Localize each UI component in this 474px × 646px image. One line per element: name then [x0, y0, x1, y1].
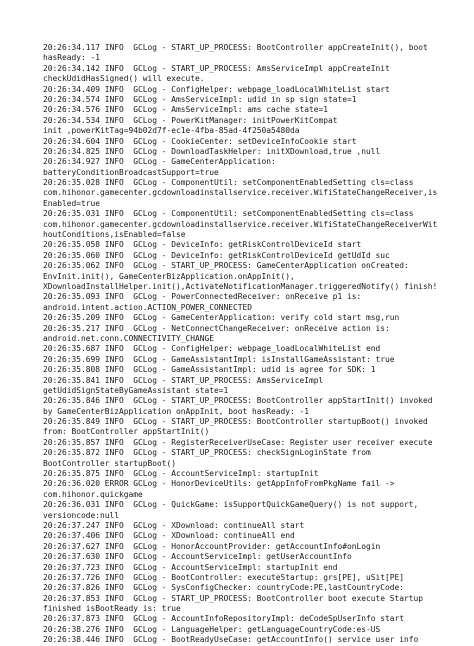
log-line: 20:26:35.209 INFO GCLog - GameCenterApplication: verify cold start msg,run	[43, 313, 400, 323]
log-line: 20:26:34.409 INFO GCLog - ConfigHelper: webpage_loadLocalWhiteList start	[43, 84, 390, 94]
log-line: 20:26:34.574 INFO GCLog - AmsServiceImpl: udid in sp sign state=1	[43, 94, 357, 104]
log-line: BootController startupBoot()	[43, 458, 177, 468]
log-line: 20:26:34.117 INFO GCLog - START_UP_PROCESS: BootController appCreateInit(), boot	[43, 43, 428, 52]
log-line: 20:26:37.247 INFO GCLog - XDownload: continueAll start	[43, 520, 305, 530]
log-line: 20:26:37.873 INFO GCLog - AccountInfoRepositoryImpl: deCodeSpUserInfo start	[43, 614, 405, 624]
log-line: 20:26:35.857 INFO GCLog - RegisterReceiverUseCase: Register user receiver execute	[43, 437, 433, 447]
log-line: 20:26:37.826 INFO GCLog - SysConfigChecker: countryCode:PE,lastCountryCode:	[43, 583, 405, 593]
log-line: from: BootController appStartInit()	[43, 427, 210, 437]
log-line: XDownloadInstallHelper.init(),ActivateNotificationManager.triggeredNotify() finish!	[43, 281, 438, 291]
log-line: hasReady: -1	[43, 53, 101, 63]
log-line: com.hihonor.quickgame	[43, 489, 143, 499]
log-line: 20:26:38.446 INFO GCLog - BootReadyUseCase: getAccountInfo() service user info	[43, 635, 419, 645]
log-line: by GameCenterBizApplication onAppInit, boot hasReady: -1	[43, 406, 310, 416]
log-line: 20:26:36.031 INFO GCLog - QuickGame: isSupportQuickGameQuery() is not support,	[43, 500, 419, 510]
log-line: 20:26:35.849 INFO GCLog - START_UP_PROCESS: BootController startupBoot() invoked	[43, 417, 428, 427]
log-line: houtConditions,isEnabled=false	[43, 230, 186, 240]
log-line: 20:26:35.031 INFO GCLog - ComponentUtil: setComponentEnabledSetting cls=class	[43, 209, 414, 219]
log-line: 20:26:37.853 INFO GCLog - START_UP_PROCESS: BootController boot execute Startup	[43, 593, 424, 603]
log-line: com.hihonor.gamecenter.gcdownloadinstallservice.receiver.WifiStateChangeReceiver,is	[43, 188, 438, 198]
log-line: finished isBootReady is: true	[43, 604, 181, 614]
log-line: 20:26:35.875 INFO GCLog - AccountServiceImpl: startupInit	[43, 469, 319, 479]
log-line: 20:26:35.846 INFO GCLog - START_UP_PROCESS: BootController appStartInit() invoked	[43, 396, 433, 406]
log-line: 20:26:35.060 INFO GCLog - DeviceInfo: getRiskControlDeviceId getUdId suc	[43, 250, 390, 260]
log-line: 20:26:35.028 INFO GCLog - ComponentUtil: setComponentEnabledSetting cls=class	[43, 178, 414, 188]
log-line: 20:26:34.825 INFO GCLog - DownloadTaskHelper: initXDownload,true ,null	[43, 146, 381, 156]
log-line: com.hihonor.gamecenter.gcdownloadinstallservice.receiver.WifiStateChangeReceiverWit	[43, 219, 438, 229]
log-line: 20:26:37.406 INFO GCLog - XDownload: continueAll end	[43, 531, 295, 541]
log-line: getUdidSignStateByGameAssistant state=1	[43, 385, 229, 395]
log-line: 20:26:35.872 INFO GCLog - START_UP_PROCESS: checkSignLoginState from	[43, 448, 371, 458]
log-line: 20:26:37.726 INFO GCLog - BootController: executeStartup: grs[PE], uSit[PE]	[43, 572, 405, 582]
log-line: 20:26:35.841 INFO GCLog - START_UP_PROCESS: AmsServiceImpl	[43, 375, 324, 385]
log-line: batteryConditionBroadcastSupport=true	[43, 167, 219, 177]
log-line: 20:26:35.093 INFO GCLog - PowerConnectedReceiver: onReceive p1 is:	[43, 292, 362, 302]
log-line: 20:26:37.723 INFO GCLog - AccountServiceImpl: startupInit end	[43, 562, 338, 572]
log-line: checkUdidHasSigned() will execute.	[43, 74, 205, 84]
log-line: 20:26:34.142 INFO GCLog - START_UP_PROCESS: AmsServiceImpl appCreateInit	[43, 63, 390, 73]
log-line: 20:26:35.217 INFO GCLog - NetConnectChangeReceiver: onReceive action is:	[43, 323, 390, 333]
log-line: 20:26:34.604 INFO GCLog - CookieCenter: setDeviceInfoCookie start	[43, 136, 357, 146]
log-line: 20:26:37.627 INFO GCLog - HonorAccountProvider: getAccountInfo#onLogin	[43, 541, 381, 551]
log-line: 20:26:34.576 INFO GCLog - AmsServiceImpl: ams cache state=1	[43, 105, 329, 115]
log-line: android.net.conn.CONNECTIVITY_CHANGE	[43, 333, 215, 343]
log-line: Enabled=true	[43, 198, 101, 208]
log-line: 20:26:35.808 INFO GCLog - GameAssistantImpl: udid is agree for SDK: 1	[43, 365, 376, 375]
log-line: 20:26:34.927 INFO GCLog - GameCenterApplication:	[43, 157, 276, 167]
log-output	[43, 43, 438, 646]
log-line: 20:26:35.062 INFO GCLog - START_UP_PROCESS: GameCenterApplication onCreated:	[43, 261, 409, 271]
log-line: EnvInit.init(), GameCenterBizApplication.onAppInit(),	[43, 271, 295, 281]
log-line: versioncode:null	[43, 510, 120, 520]
log-line: 20:26:34.534 INFO GCLog - PowerKitManager: initPowerKitCompat	[43, 115, 338, 125]
log-line: 20:26:35.687 INFO GCLog - ConfigHelper: webpage_loadLocalWhiteList end	[43, 344, 381, 354]
log-line: 20:26:35.699 INFO GCLog - GameAssistantImpl: isInstallGameAssistant: true	[43, 354, 395, 364]
log-line: 20:26:37.630 INFO GCLog - AccountServiceImpl: getUserAccountInfo	[43, 552, 352, 562]
log-line: init ,powerKitTag=94b02d7f-ec1e-4fba-85ad-4f250a5480da	[43, 126, 300, 136]
log-line: 20:26:38.276 INFO GCLog - LanguageHelper: getLanguageCountryCode:es-US	[43, 624, 381, 634]
log-line: 20:26:36.020 ERROR GCLog - HonorDeviceUtils: getAppInfoFromPkgName fail ->	[43, 479, 395, 489]
log-line: android.intent.action.ACTION_POWER_CONNECTED	[43, 302, 253, 312]
log-line: 20:26:35.058 INFO GCLog - DeviceInfo: getRiskControlDeviceId start	[43, 240, 362, 250]
